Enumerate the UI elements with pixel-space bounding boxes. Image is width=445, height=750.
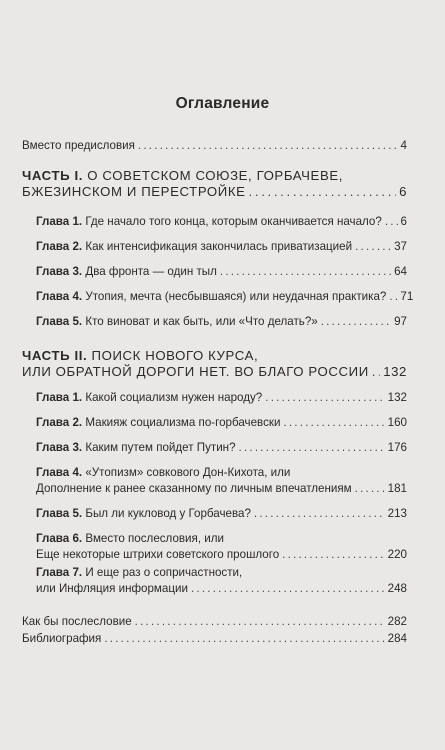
chapter-title-line2: Еще некоторые штрихи советского прошлого [36, 548, 280, 561]
part-title-line1: О СОВЕТСКОМ СОЮЗЕ, ГОРБАЧЕВЕ, [87, 168, 344, 183]
part-label: ЧАСТЬ II. [22, 348, 88, 363]
dot-leader [220, 265, 391, 278]
chapter-label: Глава 1. [36, 391, 83, 404]
chapter-label: Глава 3. [36, 265, 83, 278]
chapter-page: 220 [387, 548, 407, 561]
chapter-page: 181 [387, 482, 407, 495]
dot-leader [385, 215, 398, 228]
toc-part-2[interactable] [22, 348, 407, 380]
toc-entry-afterword[interactable] [22, 615, 407, 628]
toc-entry-p2-ch6[interactable] [36, 532, 407, 561]
part-page: 132 [383, 364, 407, 379]
chapter-page: 97 [394, 315, 407, 328]
chapter-label: Глава 6. [36, 532, 83, 545]
toc-part-1[interactable] [22, 168, 407, 200]
toc-entry-preface[interactable] [22, 139, 407, 152]
chapter-page: 160 [387, 416, 407, 429]
chapter-page: 6 [400, 215, 407, 228]
dot-leader [191, 582, 385, 595]
toc-entry-p1-ch2[interactable] [36, 240, 407, 253]
chapter-page: 71 [400, 290, 414, 303]
entry-title: Как бы послесловие [22, 615, 132, 628]
chapter-title: И еще раз о сопричастности, [85, 566, 243, 579]
chapter-label: Глава 5. [36, 507, 83, 520]
dot-leader [372, 364, 380, 380]
toc-heading: Оглавление [175, 95, 270, 112]
chapter-title: «Утопизм» совкового Дон-Кихота, или [85, 466, 291, 479]
chapter-label: Глава 2. [36, 416, 83, 429]
toc-entry-p1-ch5[interactable] [36, 315, 407, 328]
chapter-title: Вместо послесловия, или [85, 532, 224, 545]
dot-leader [355, 482, 385, 495]
toc-entry-p2-ch1[interactable] [36, 391, 407, 404]
chapter-title-line2: или Инфляция информации [36, 582, 188, 595]
part-label: ЧАСТЬ I. [22, 168, 83, 183]
chapter-title: Кто виноват и как быть, или «Что делать?» [85, 315, 318, 328]
chapter-title: Как интенсификация закончилась приватизацией [85, 240, 353, 253]
chapter-title: Где начало того конца, которым оканчивается начало? [85, 215, 382, 228]
chapter-title: Утопия, мечта (несбывшаяся) или неудачная практика? [85, 290, 387, 303]
chapter-title-line2: Дополнение к ранее сказанному по личным впечатлениям [36, 482, 352, 495]
entry-title: Вместо предисловия [22, 139, 135, 152]
chapter-label: Глава 5. [36, 315, 83, 328]
dot-leader [254, 507, 385, 520]
entry-page: 4 [400, 139, 407, 152]
chapter-page: 132 [387, 391, 407, 404]
toc-entry-bibliography[interactable] [22, 632, 407, 645]
part-title-line2: ИЛИ ОБРАТНОЙ ДОРОГИ НЕТ. ВО БЛАГО РОССИИ [22, 364, 369, 379]
chapter-title: Какой социализм нужен народу? [85, 391, 263, 404]
chapter-label: Глава 4. [36, 290, 83, 303]
dot-leader [282, 548, 385, 561]
part-title-line2: БЖЕЗИНСКОМ И ПЕРЕСТРОЙКЕ [22, 184, 246, 199]
toc-entry-p1-ch1[interactable] [36, 215, 407, 228]
part-title-line1: ПОИСК НОВОГО КУРСА, [91, 348, 259, 363]
chapter-page: 37 [394, 240, 407, 253]
chapter-title: Был ли кукловод у Горбачева? [85, 507, 251, 520]
toc-entry-p1-ch4[interactable] [36, 290, 414, 303]
chapter-label: Глава 7. [36, 566, 83, 579]
part-page: 6 [399, 184, 407, 199]
chapter-title: Каким путем пойдет Путин? [85, 441, 236, 454]
entry-page: 284 [387, 632, 407, 645]
dot-leader [239, 441, 385, 454]
toc-entry-p2-ch5[interactable] [36, 507, 407, 520]
chapter-label: Глава 3. [36, 441, 83, 454]
chapter-label: Глава 2. [36, 240, 83, 253]
dot-leader [135, 615, 385, 628]
dot-leader [321, 315, 391, 328]
chapter-page: 64 [394, 265, 407, 278]
chapter-page: 213 [387, 507, 407, 520]
chapter-label: Глава 1. [36, 215, 83, 228]
entry-title: Библиография [22, 632, 102, 645]
toc-entry-p2-ch7[interactable] [36, 566, 407, 595]
toc-entry-p2-ch2[interactable] [36, 416, 407, 429]
chapter-page: 176 [387, 441, 407, 454]
chapter-page: 248 [387, 582, 407, 595]
toc-entry-p2-ch4[interactable] [36, 466, 407, 495]
toc-entry-p2-ch3[interactable] [36, 441, 407, 454]
dot-leader [283, 416, 384, 429]
dot-leader [138, 139, 398, 152]
dot-leader [355, 240, 391, 253]
dot-leader [389, 290, 397, 303]
dot-leader [249, 184, 397, 200]
chapter-title: Макияж социализма по-горбачевски [85, 416, 281, 429]
chapter-title: Два фронта — один тыл [85, 265, 217, 278]
entry-page: 282 [387, 615, 407, 628]
toc-entry-p1-ch3[interactable] [36, 265, 407, 278]
dot-leader [265, 391, 384, 404]
chapter-label: Глава 4. [36, 466, 83, 479]
dot-leader [104, 632, 384, 645]
